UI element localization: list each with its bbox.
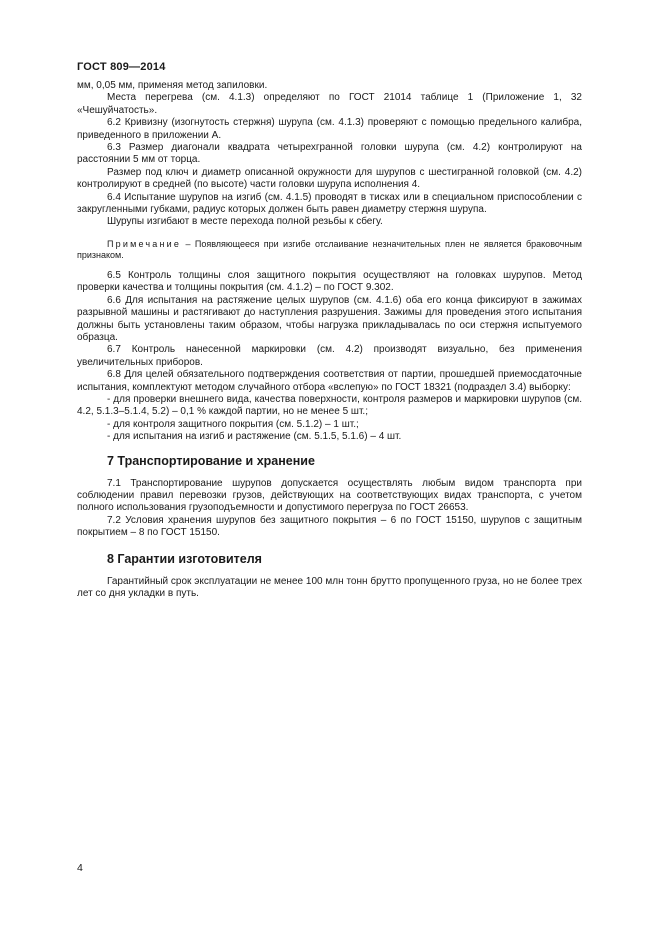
page-number: 4 <box>77 862 83 874</box>
section-8-heading: 8 Гарантии изготовителя <box>107 551 262 566</box>
paragraph-6-7: 6.7 Контроль нанесенной маркировки (см. 4.2) производят визуально, без применения увеличительных приборов. <box>77 344 582 368</box>
paragraph-7-2: 7.2 Условия хранения шурупов без защитного покрытия – 6 по ГОСТ 15150, шурупов с защитным покрытием – 8 по ГОСТ 15150. <box>77 514 582 539</box>
paragraph-overheat: Места перегрева (см. 4.1.3) определяют по ГОСТ 21014 таблице 1 (Приложение 1, 32 «Чешуйчатость». <box>77 92 582 116</box>
paragraph-key-size: Размер под ключ и диаметр описанной окружности для шурупов с шестигранной головкой (см. 4.2) контролируют в средней (по высоте) части головки шурупа исполнения 4. <box>77 166 582 191</box>
section-7-heading: 7 Транспортирование и хранение <box>107 453 315 468</box>
list-item: - для контроля защитного покрытия (см. 5.1.2) – 1 шт.; <box>107 418 359 430</box>
paragraph-6-5: 6.5 Контроль толщины слоя защитного покрытия осуществляют на головках шурупов. Метод проверки качества и толщины покрытия (см. 4.1.2) – по ГОСТ 9.302. <box>77 269 582 294</box>
list-item: - для проверки внешнего вида, качества поверхности, контроля размеров и маркировки шурупов (см. 4.2, 5.1.3–5.1.4, 5.2) – 0,1 % каждой партии, но не менее 5 шт.; <box>77 393 582 418</box>
paragraph-bending: Шурупы изгибают в месте перехода полной резьбы к сбегу. <box>107 216 383 228</box>
note-label: Примечание <box>107 238 182 249</box>
paragraph-6-6: 6.6 Для испытания на растяжение целых шурупов (см. 4.1.6) оба его конца фиксируют в зажимах разрывной машины и растягивают до наступления разрушения. Зажимы для проведения этого испытания должны быть установлены таким образом, чтобы нагрузка прикладывалась по оси стержня испытуемого образца. <box>77 294 582 343</box>
paragraph-6-2: 6.2 Кривизну (изогнутость стержня) шурупа (см. 4.1.3) проверяют с помощью предельного калибра, приведенного в приложении А. <box>77 117 582 141</box>
list-item: - для испытания на изгиб и растяжение (см. 5.1.5, 5.1.6) – 4 шт. <box>107 431 402 443</box>
note-text: – Появляющееся при изгибе отслаивание незначительных плен не является браковочным признаком. <box>77 238 582 261</box>
paragraph-6-3: 6.3 Размер диагонали квадрата четырехгранной головки шурупа (см. 4.2) контролируют на расстоянии 5 мм от торца. <box>77 142 582 166</box>
paragraph-6-4: 6.4 Испытание шурупов на изгиб (см. 4.1.5) проводят в тисках или в специальном приспособлении с закругленными губками, радиус которых должен быть равен диаметру стержня шурупа. <box>77 191 582 216</box>
paragraph-7-1: 7.1 Транспортирование шурупов допускается осуществлять любым видом транспорта при соблюдении правил перевозки грузов, действующих на соответствующих видах транспорта, с учетом полного использования грузоподъемности и допустимого перегруза по ГОСТ 26653. <box>77 477 582 514</box>
page-header-title: ГОСТ 809—2014 <box>77 61 166 73</box>
note <box>77 239 582 262</box>
paragraph-6-8: 6.8 Для целей обязательного подтверждения соответствия от партии, прошедшей приемосдаточные испытания, комплектуют методом случайного отбора «вслепую» по ГОСТ 18321 (подраздел 3.4) выборку: <box>77 369 582 393</box>
paragraph-continuation: мм, 0,05 мм, применяя метод запиловки. <box>77 80 268 91</box>
document-body <box>77 80 582 600</box>
paragraph-8-warranty: Гарантийный срок эксплуатации не менее 100 млн тонн брутто пропущенного груза, но не более трех лет со дня укладки в путь. <box>77 575 582 599</box>
